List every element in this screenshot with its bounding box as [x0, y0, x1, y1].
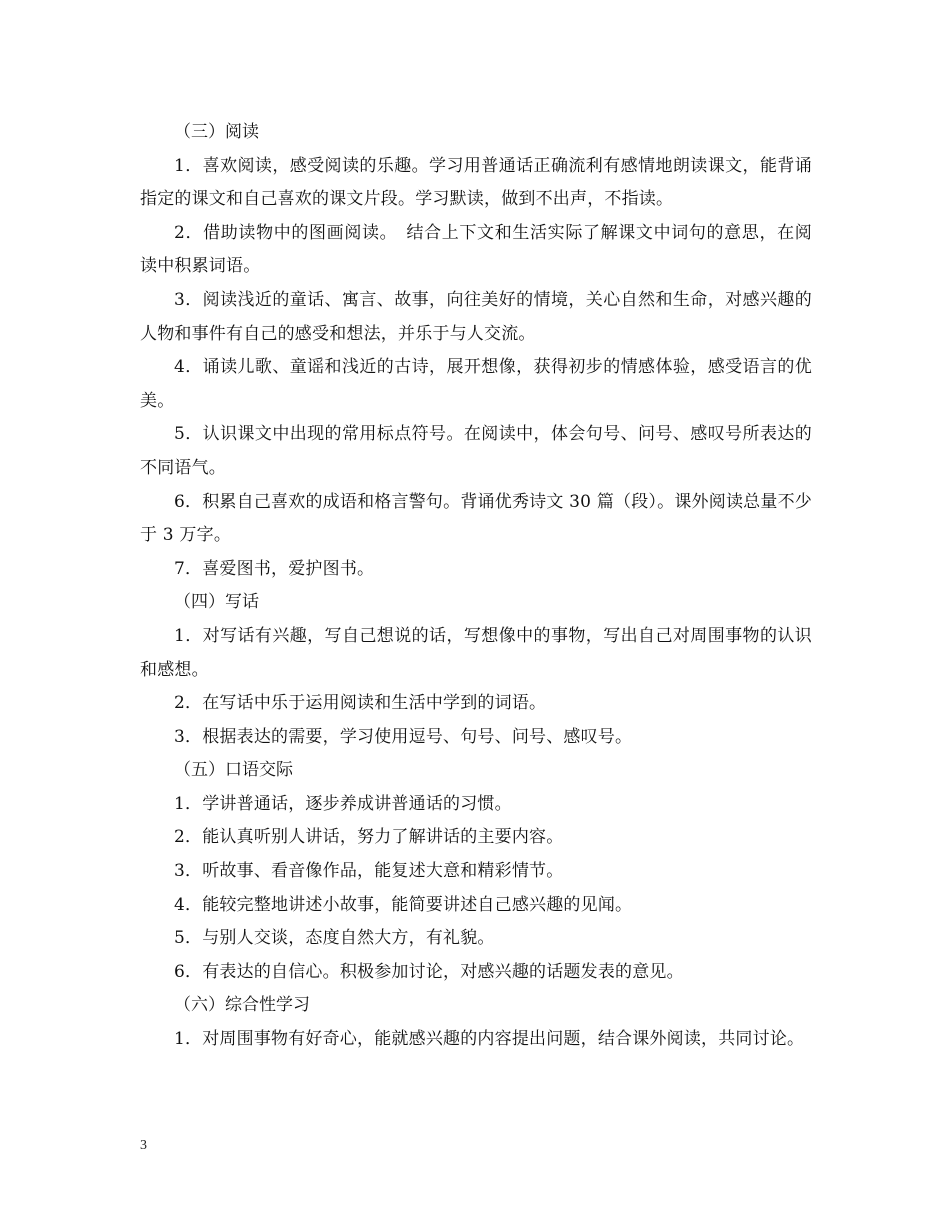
oral-item-3: 3．听故事、看音像作品，能复述大意和精彩情节。 — [174, 861, 564, 882]
reading-item-7: 7．喜爱图书，爱护图书。 — [174, 558, 375, 579]
section-heading-comprehensive: （六）综合性学习 — [174, 995, 310, 1016]
oral-item-4: 4．能较完整地讲述小故事，能简要讲述自己感兴趣的见闻。 — [174, 894, 633, 915]
writing-item-3: 3．根据表达的需要，学习使用逗号、句号、问号、感叹号。 — [174, 726, 633, 747]
reading-item-4: 4．诵读儿歌、童谣和浅近的古诗，展开想像，获得初步的情感体验，感受语言的优美。 — [140, 357, 812, 411]
document-body — [140, 116, 812, 1057]
section-heading-oral: （五）口语交际 — [174, 760, 293, 781]
oral-item-6: 6．有表达的自信心。积极参加讨论，对感兴趣的话题发表的意见。 — [174, 961, 684, 982]
reading-item-1: 1．喜欢阅读，感受阅读的乐趣。学习用普通话正确流利有感情地朗读课文，能背诵指定的课文和自己喜欢的课文片段。学习默读，做到不出声，不指读。 — [140, 155, 812, 210]
oral-item-5: 5．与别人交谈，态度自然大方，有礼貌。 — [174, 928, 495, 949]
oral-item-1: 1．学讲普通话，逐步养成讲普通话的习惯。 — [174, 793, 512, 814]
section-heading-writing: （四）写话 — [174, 592, 259, 613]
reading-item-5: 5．认识课文中出现的常用标点符号。在阅读中，体会句号、问号、感叹号所表达的不同语气。 — [140, 424, 812, 478]
reading-item-2: 2．借助读物中的图画阅读。 结合上下文和生活实际了解课文中词句的意思，在阅读中积累词语。 — [140, 222, 812, 277]
writing-item-2: 2．在写话中乐于运用阅读和生活中学到的词语。 — [174, 693, 547, 714]
page-number: 3 — [140, 1138, 147, 1153]
reading-item-6: 6．积累自己喜欢的成语和格言警句。背诵优秀诗文 30 篇（段）。课外阅读总量不少于 3 万字。 — [140, 491, 812, 546]
oral-item-2: 2．能认真听别人讲话，努力了解讲话的主要内容。 — [174, 827, 564, 848]
writing-item-1: 1．对写话有兴趣，写自己想说的话，写想像中的事物，写出自己对周围事物的认识和感想。 — [140, 625, 812, 680]
reading-item-3: 3．阅读浅近的童话、寓言、故事，向往美好的情境，关心自然和生命，对感兴趣的人物和事件有自己的感受和想法，并乐于与人交流。 — [140, 289, 812, 344]
section-heading-reading: （三）阅读 — [174, 122, 259, 142]
comprehensive-item-1: 1．对周围事物有好奇心，能就感兴趣的内容提出问题，结合课外阅读，共同讨论。 — [174, 1029, 805, 1050]
